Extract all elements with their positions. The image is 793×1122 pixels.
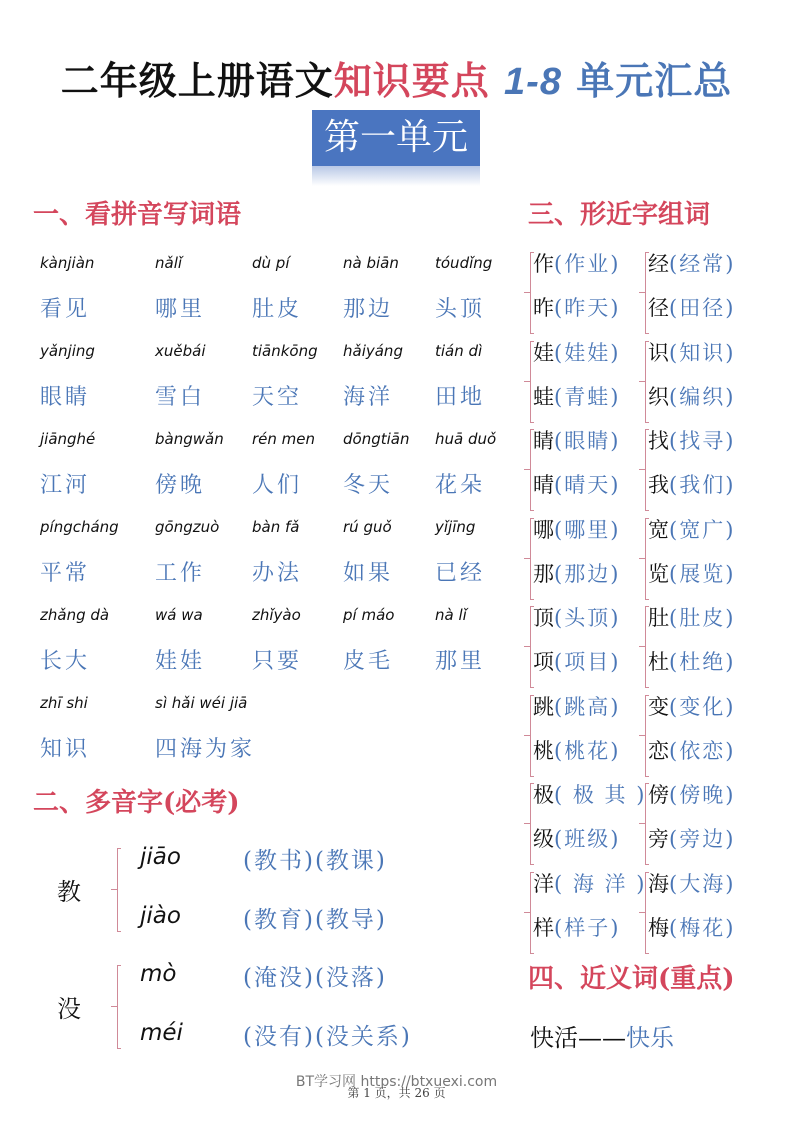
similar-char-word: ( 海 洋 ) [554,871,647,896]
vocab-word: 长大 [40,649,91,674]
bracket-tick [639,292,645,293]
similar-char-word: (作业) [554,252,621,276]
similar-char: 蛙 [533,384,554,409]
similar-char-word: (娃娃) [554,340,621,365]
bracket [117,848,121,932]
synonym-dash: —— [578,1024,626,1052]
similar-char-word: (项目) [554,650,621,674]
bracket-tick [524,646,530,647]
similar-char-pair [648,248,735,278]
bracket-tick [524,823,530,824]
similar-char-word: (我们) [669,473,736,497]
bracket-tick [639,646,645,647]
bracket-tick [639,558,645,559]
similar-char: 哪 [533,517,554,542]
vocab-pinyin: gōngzuò [155,518,220,536]
similar-char-pair [533,292,620,322]
similar-char-pair [533,514,620,544]
polyphone-words: (教书)(教课) [243,848,387,874]
vocab-word: 知识 [40,737,91,762]
similar-char: 样 [533,915,554,940]
similar-char-pair [533,381,620,411]
bracket-tick [524,735,530,736]
similar-char: 旁 [648,827,669,851]
similar-char: 变 [648,694,669,719]
vocab-pinyin: jiānghé [40,430,96,448]
similar-char: 找 [648,429,669,453]
similar-char: 昨 [533,296,554,320]
vocab-pinyin: pí máo [343,606,395,624]
vocab-word: 哪里 [155,297,206,322]
similar-char-pair [533,823,620,853]
vocab-pinyin: nà lǐ [435,606,467,624]
bracket-tick [524,469,530,470]
similar-char-pair [533,779,646,809]
similar-char-word: (知识) [669,340,736,365]
vocab-pinyin: dù pí [252,254,290,272]
similar-char-word: (傍晚) [669,783,736,807]
similar-char: 项 [533,650,554,674]
section1-heading: 一、看拼音写词语 [33,200,242,230]
vocab-pinyin: bàn fǎ [252,518,300,536]
similar-char: 径 [648,296,669,320]
similar-char-word: (样子) [554,915,621,940]
similar-char-pair [533,558,620,588]
similar-char-word: (桃花) [554,738,621,763]
similar-char: 洋 [533,871,554,896]
vocab-pinyin: nà biān [343,254,399,272]
vocab-word: 平常 [40,561,91,586]
vocab-word: 头顶 [435,297,486,322]
vocab-word: 工作 [155,561,206,586]
similar-char-pair [648,381,735,411]
similar-char: 肚 [648,606,669,630]
similar-char-pair [533,735,620,765]
vocab-pinyin: tián dì [435,342,483,360]
similar-char-word: (班级) [554,827,621,851]
similar-char-pair [648,735,735,765]
vocab-pinyin: hǎiyáng [343,342,403,360]
similar-char: 晴 [533,473,554,497]
similar-char: 杜 [648,650,669,674]
vocab-pinyin: tóudǐng [435,254,493,272]
vocab-pinyin: bàngwǎn [155,430,224,448]
similar-char-pair [648,425,735,455]
similar-char-pair [648,337,735,367]
bracket-tick [524,912,530,913]
similar-char-pair [648,779,735,809]
vocab-pinyin: huā duǒ [435,430,497,448]
footer-page-number: 第 1 页，共 26 页 [347,1086,446,1100]
bracket-tick [111,889,117,890]
similar-char: 览 [648,561,669,586]
bracket-tick [111,1006,117,1007]
footer-site: BT学习网 https://btxuexi.com [295,1074,498,1090]
vocab-word: 天空 [252,385,303,410]
polyphone-pinyin: jiào [140,903,181,929]
vocab-word: 冬天 [343,473,394,498]
similar-char: 极 [533,783,554,807]
similar-char-word: (头顶) [554,606,621,630]
polyphone-char: 教 [57,878,81,906]
similar-char-word: (宽广) [669,517,736,542]
similar-char-pair [533,602,620,632]
similar-char-pair [533,248,620,278]
similar-char-word: (旁边) [669,827,736,851]
synonym-item [530,1018,674,1053]
similar-char-pair [533,912,620,942]
vocab-pinyin: kànjiàn [40,254,95,272]
similar-char-pair [533,425,620,455]
vocab-word: 四海为家 [155,737,256,762]
similar-char-word: (杜绝) [669,650,736,674]
similar-char-pair [648,558,735,588]
similar-char-word: (昨天) [554,296,621,320]
similar-char: 顶 [533,606,554,630]
document-title [0,50,793,105]
bracket-tick [639,381,645,382]
vocab-pinyin: zhǎng dà [40,606,110,624]
vocab-pinyin: zhǐyào [252,606,301,624]
similar-char: 海 [648,871,669,896]
similar-char-word: (经常) [669,252,736,276]
vocab-word: 雪白 [155,385,206,410]
similar-char-word: (眼睛) [554,429,621,453]
similar-char-pair [648,912,735,942]
vocab-pinyin: yǎnjing [40,342,95,360]
similar-char-word: (梅花) [669,915,736,940]
similar-char-word: (展览) [669,561,736,586]
similar-char: 我 [648,473,669,497]
similar-char-word: (大海) [669,871,736,896]
similar-char-word: (肚皮) [669,606,736,630]
bracket-tick [639,735,645,736]
vocab-word: 海洋 [343,385,394,410]
polyphone-words: (教育)(教导) [243,907,387,933]
vocab-word: 办法 [252,561,303,586]
vocab-pinyin: wá wa [155,606,203,624]
similar-char-pair [648,469,735,499]
bracket-tick [524,292,530,293]
similar-char-word: (跳高) [554,694,621,719]
section2-heading: 二、多音字(必考) [33,788,240,818]
polyphone-pinyin: mò [140,961,177,987]
unit-badge-reflection [312,166,480,186]
similar-char: 经 [648,252,669,276]
similar-char: 识 [648,340,669,365]
similar-char-word: (变化) [669,694,736,719]
synonym-word-a: 快活 [530,1024,578,1052]
similar-char-pair [648,514,735,544]
similar-char: 娃 [533,340,554,365]
polyphone-pinyin: méi [140,1020,183,1046]
bracket [117,965,121,1049]
similar-char-word: (编织) [669,384,736,409]
vocab-pinyin: tiānkōng [252,342,318,360]
vocab-pinyin: rú guǒ [343,518,392,536]
vocab-word: 花朵 [435,473,486,498]
similar-char-word: (田径) [669,296,736,320]
similar-char-pair [533,469,620,499]
vocab-pinyin: rén men [252,430,316,448]
similar-char: 宽 [648,517,669,542]
section3-heading: 三、形近字组词 [528,200,711,230]
similar-char-pair [648,646,735,676]
similar-char-word: (晴天) [554,473,621,497]
vocab-word: 傍晚 [155,473,206,498]
bracket-tick [639,469,645,470]
vocab-word: 人们 [252,473,303,498]
polyphone-words: (没有)(没关系) [243,1024,412,1050]
vocab-pinyin: yǐjīng [435,518,476,536]
title-part-summary: 单元汇总 [576,59,733,103]
unit-badge: 第一单元 [312,110,480,166]
vocab-word: 眼睛 [40,385,91,410]
similar-char-word: (哪里) [554,517,621,542]
title-part-range: 1-8 [504,61,562,103]
vocab-word: 娃娃 [155,649,206,674]
similar-char-pair [533,691,620,721]
title-part-key-points: 知识要点 [333,59,490,103]
vocab-pinyin: sì hǎi wéi jiā [155,694,248,712]
vocab-word: 那里 [435,649,486,674]
similar-char-word: (依恋) [669,738,736,763]
vocab-word: 皮毛 [343,649,394,674]
bracket-tick [639,912,645,913]
vocab-word: 田地 [435,385,486,410]
similar-char: 那 [533,561,554,586]
vocab-word: 已经 [435,561,486,586]
similar-char: 级 [533,827,554,851]
similar-char-pair [648,292,735,322]
polyphone-pinyin: jiāo [140,844,181,870]
similar-char: 睛 [533,429,554,453]
polyphone-char: 没 [57,995,81,1023]
vocab-word: 肚皮 [252,297,303,322]
similar-char: 桃 [533,738,554,763]
similar-char: 傍 [648,783,669,807]
bracket-tick [524,558,530,559]
similar-char-word: ( 极 其 ) [554,783,647,807]
vocab-pinyin: nǎlǐ [155,254,183,272]
vocab-word: 江河 [40,473,91,498]
similar-char-pair [533,646,620,676]
similar-char-pair [648,868,735,898]
vocab-pinyin: zhī shi [40,694,88,712]
polyphone-words: (淹没)(没落) [243,965,387,991]
bracket-tick [524,381,530,382]
similar-char: 跳 [533,694,554,719]
similar-char-pair [533,868,646,898]
vocab-pinyin: píngcháng [40,518,119,536]
vocab-pinyin: xuěbái [155,342,206,360]
synonym-word-b: 快乐 [626,1024,674,1052]
vocab-pinyin: dōngtiān [343,430,410,448]
similar-char-word: (找寻) [669,429,736,453]
similar-char-pair [648,602,735,632]
section4-heading: 四、近义词(重点) [528,964,735,994]
title-part-grade: 二年级上册语文 [60,58,334,103]
vocab-word: 如果 [343,561,394,586]
bracket-tick [639,823,645,824]
similar-char-pair [648,823,735,853]
similar-char: 梅 [648,915,669,940]
similar-char-word: (青蛙) [554,384,621,409]
similar-char-word: (那边) [554,561,621,586]
similar-char: 织 [648,384,669,409]
vocab-word: 看见 [40,297,91,322]
similar-char: 恋 [648,738,669,763]
similar-char-pair [648,691,735,721]
similar-char-pair [533,337,620,367]
vocab-word: 只要 [252,649,303,674]
vocab-word: 那边 [343,297,394,322]
similar-char: 作 [533,252,554,276]
